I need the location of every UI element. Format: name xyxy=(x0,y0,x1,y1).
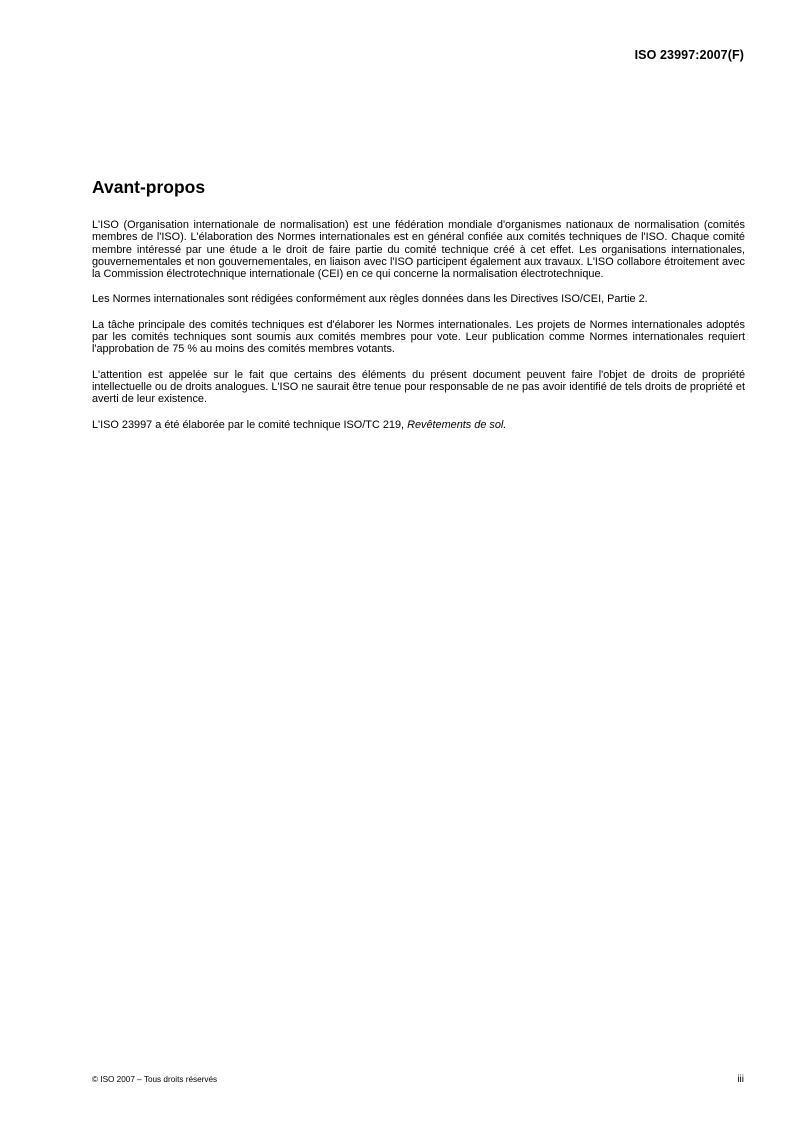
paragraph-preparation xyxy=(92,419,745,431)
preparation-text: L'ISO 23997 a été élaborée par le comité technique ISO/TC 219, xyxy=(92,418,408,431)
foreword-section xyxy=(92,176,745,444)
paragraph-technical-committees: La tâche principale des comités techniques est d'élaborer les Normes internationales. Les projets de Normes internationales adoptés par les comités techniques sont soumis aux comités membres pour vote. Leur publication comme Normes internationales requiert l'approbation de 75 % au moins des comités membres votants. xyxy=(92,318,745,356)
page-number: iii xyxy=(737,1074,744,1085)
copyright-notice: © ISO 2007 – Tous droits réservés xyxy=(92,1075,218,1084)
committee-title: Revêtements de sol. xyxy=(407,418,507,431)
page-title: Avant-propos xyxy=(92,177,206,197)
paragraph-drafting-rules: Les Normes internationales sont rédigées conformément aux règles données dans les Directives ISO/CEI, Partie 2. xyxy=(92,293,648,306)
document-reference: ISO 23997:2007(F) xyxy=(634,48,744,62)
paragraph-iso-overview: L'ISO (Organisation internationale de normalisation) est une fédération mondiale d'organismes nationaux de normalisation (comités membres de l'ISO). L'élaboration des Normes internationales est en général confiée aux comités techniques de l'ISO. Chaque comité membre intéressé par une étude a le droit de faire partie du comité technique créé à cet effet. Les organisations internationales, gouvernementales et non gouvernementales, en liaison avec l'ISO participent également aux travaux. L'ISO collabore étroitement avec la Commission électrotechnique internationale (CEI) en ce qui concerne la normalisation électrotechnique. xyxy=(92,219,745,281)
paragraph-patent-rights: L'attention est appelée sur le fait que certains des éléments du présent document peuvent faire l'objet de droits de propriété intellectuelle ou de droits analogues. L'ISO ne saurait être tenue pour responsable de ne pas avoir identifié de tels droits de propriété et averti de leur existence. xyxy=(92,368,745,406)
